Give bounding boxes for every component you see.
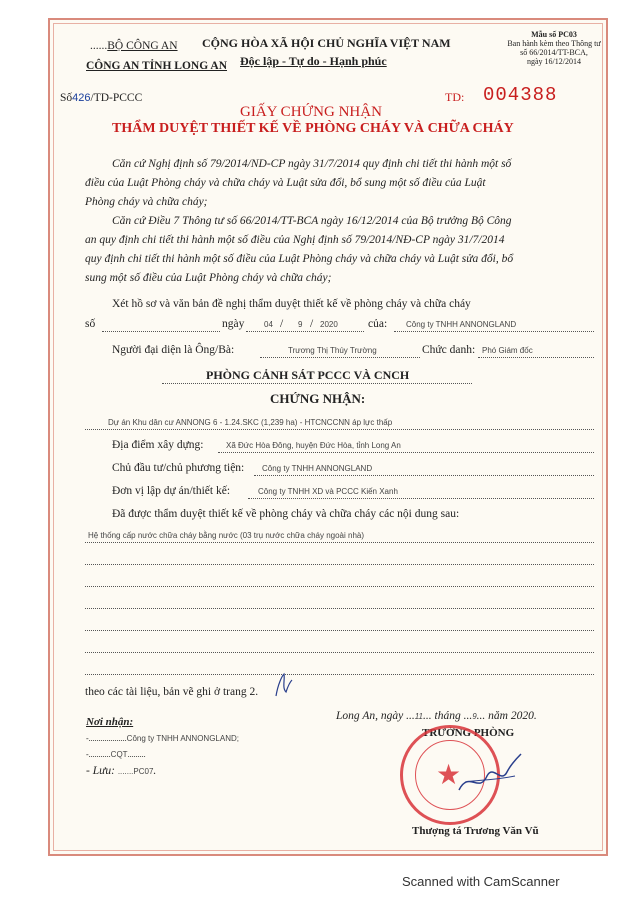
signer-position: TRƯỞNG PHÒNG <box>422 727 515 739</box>
request-line: Xét hồ sơ và văn bản đề nghị thẩm duyệt thiết kế về phòng cháy và chữa cháy <box>112 298 471 310</box>
preamble-1-line-1: Căn cứ Nghị định số 79/2014/ND-CP ngày 31/7/2014 quy định chi tiết thi hành một số <box>112 158 512 170</box>
form-code: Mẫu số PC03 <box>531 30 577 39</box>
signature-place: Long An <box>336 710 376 722</box>
recipient-2-value: CQT <box>110 750 128 759</box>
recipient-3: - Lưu: .......PC07. <box>86 765 157 777</box>
request-cua-label: của: <box>368 318 388 330</box>
form-code-block <box>506 30 602 66</box>
preamble-2-line-4: sung một số điều của Luật Phòng cháy và chữa cháy; <box>85 272 332 284</box>
request-company: Công ty TNHH ANNONGLAND <box>406 320 517 329</box>
signature-thang-label: tháng <box>434 710 461 722</box>
preamble-1-line-2: điều của Luật Phòng cháy và chữa cháy và Luật sửa đổi, bổ sung một số điều của Luật <box>85 177 486 189</box>
position-value: Phó Giám đốc <box>482 346 533 355</box>
slash-2: / <box>310 318 314 330</box>
initial-mark <box>272 672 294 698</box>
request-company-blank <box>394 331 594 332</box>
signature-day: 11 <box>414 712 424 721</box>
signature-year: 2020 <box>510 710 534 722</box>
republic-name: CỘNG HÒA XÃ HỘI CHỦ NGHĨA VIỆT NAM <box>202 36 451 50</box>
signature-ngay-label: ngày <box>380 710 404 722</box>
attached-docs-line: theo các tài liệu, bản vẽ ghi ở trang 2. <box>85 686 259 698</box>
preamble-2-line-1: Căn cứ Điều 7 Thông tư số 66/2014/TT-BCA ngày 16/12/2014 của Bộ trưởng Bộ Công <box>112 215 512 227</box>
recipient-3-value: PC07 <box>133 767 154 776</box>
camscanner-footer: Scanned with CamScanner <box>402 874 560 889</box>
motto: Độc lập - Tự do - Hạnh phúc <box>240 54 387 68</box>
approved-blank-7 <box>85 674 594 675</box>
signature-date: Long An, ngày ...11... tháng ...9... năm 2020. <box>336 710 537 722</box>
approved-blank-4 <box>85 608 594 609</box>
signer-name: Thượng tá Trương Văn Vũ <box>412 825 539 837</box>
recipients-label: Nơi nhận: <box>86 716 134 728</box>
request-month: 9 <box>298 320 303 329</box>
representative-name: Trương Thị Thúy Trường <box>288 346 377 355</box>
designer-value: Công ty TNHH XD và PCCC Kiến Xanh <box>258 487 398 496</box>
project-blank <box>85 429 594 430</box>
position-label: Chức danh: <box>422 344 476 356</box>
form-note-2: số 66/2014/TT-BCA, <box>520 48 588 57</box>
approved-blank-2 <box>85 564 594 565</box>
doc-number-value: 426 <box>72 92 91 104</box>
approved-blank-1 <box>85 542 594 543</box>
ministry-prefix: ...... <box>90 40 108 52</box>
seal-emblem-icon: ★ <box>436 760 462 791</box>
form-note-3: ngày 16/12/2014 <box>527 57 581 66</box>
authority-blank <box>162 383 472 384</box>
approved-blank-5 <box>85 630 594 631</box>
request-day: 04 <box>264 320 273 329</box>
designer-label: Đơn vị lập dự án/thiết kế: <box>112 485 231 497</box>
serial-label: TD: <box>445 90 465 104</box>
title-line-2: THẨM DUYỆT THIẾT KẾ VỀ PHÒNG CHÁY VÀ CHỮA CHÁY <box>112 121 514 136</box>
designer-blank <box>248 498 594 499</box>
ministry-name: BỘ CÔNG AN <box>107 40 178 52</box>
request-ngay-label: ngày <box>222 318 245 330</box>
approved-label: Đã được thẩm duyệt thiết kế về phòng cháy và chữa cháy các nội dung sau: <box>112 508 460 520</box>
title-line-1: GIẤY CHỨNG NHẬN <box>240 104 382 120</box>
signature-month: 9 <box>472 712 477 721</box>
request-date-blank <box>246 331 364 332</box>
position-blank <box>478 357 594 358</box>
certificate-page <box>48 18 608 856</box>
recipient-2: -...........CQT......... <box>86 750 146 759</box>
project-name: Dự án Khu dân cư ANNONG 6 - 1.24.SKC (1,239 ha) - HTCNCCNN áp lực thấp <box>108 418 393 427</box>
slash-1: / <box>280 318 284 330</box>
approved-item: Hệ thống cấp nước chữa cháy bằng nước (03 trụ nước chữa cháy ngoài nhà) <box>88 531 364 540</box>
request-year: 2020 <box>320 320 338 329</box>
doc-number <box>60 92 142 104</box>
issuing-authority: PHÒNG CẢNH SÁT PCCC VÀ CNCH <box>206 368 410 382</box>
recipient-3-label: - Lưu: <box>86 765 115 777</box>
recipient-1-value: Công ty TNHH ANNONGLAND; <box>126 734 239 743</box>
signature-scribble <box>455 750 525 800</box>
approved-blank-3 <box>85 586 594 587</box>
certifies-heading: CHỨNG NHẬN: <box>270 391 366 406</box>
preamble-2-line-2: an quy định chi tiết thi hành một số điều của Nghị định số 79/2014/NĐ-CP ngày 31/7/2014 <box>85 234 505 246</box>
location-blank <box>218 452 594 453</box>
serial-number: 004388 <box>483 84 558 106</box>
ministry-line <box>90 40 178 52</box>
representative-label: Người đại diện là Ông/Bà: <box>112 344 235 356</box>
location-label: Địa điểm xây dựng: <box>112 439 204 451</box>
doc-number-prefix: Số <box>60 92 73 104</box>
request-so-label: số <box>85 318 96 330</box>
form-note-1: Ban hành kèm theo Thông tư <box>507 39 601 48</box>
approved-blank-6 <box>85 652 594 653</box>
investor-blank <box>254 475 594 476</box>
preamble-1-line-3: Phòng cháy và chữa cháy; <box>85 196 208 208</box>
preamble-2-line-3: quy định chi tiết thi hành một số điều của Luật Phòng cháy và chữa cháy và Luật sửa đổi, bổ <box>85 253 514 265</box>
investor-value: Công ty TNHH ANNONGLAND <box>262 464 373 473</box>
provincial-police: CÔNG AN TỈNH LONG AN <box>86 60 228 72</box>
doc-number-suffix: /TD-PCCC <box>90 92 143 104</box>
investor-label: Chủ đầu tư/chủ phương tiện: <box>112 462 245 474</box>
signature-nam-label: năm <box>488 710 508 722</box>
representative-blank <box>260 357 420 358</box>
request-number-blank <box>102 331 220 332</box>
location-value: Xã Đức Hòa Đông, huyện Đức Hòa, tỉnh Long An <box>226 441 401 450</box>
recipient-1: -...................Công ty TNHH ANNONGLAND; <box>86 734 239 743</box>
